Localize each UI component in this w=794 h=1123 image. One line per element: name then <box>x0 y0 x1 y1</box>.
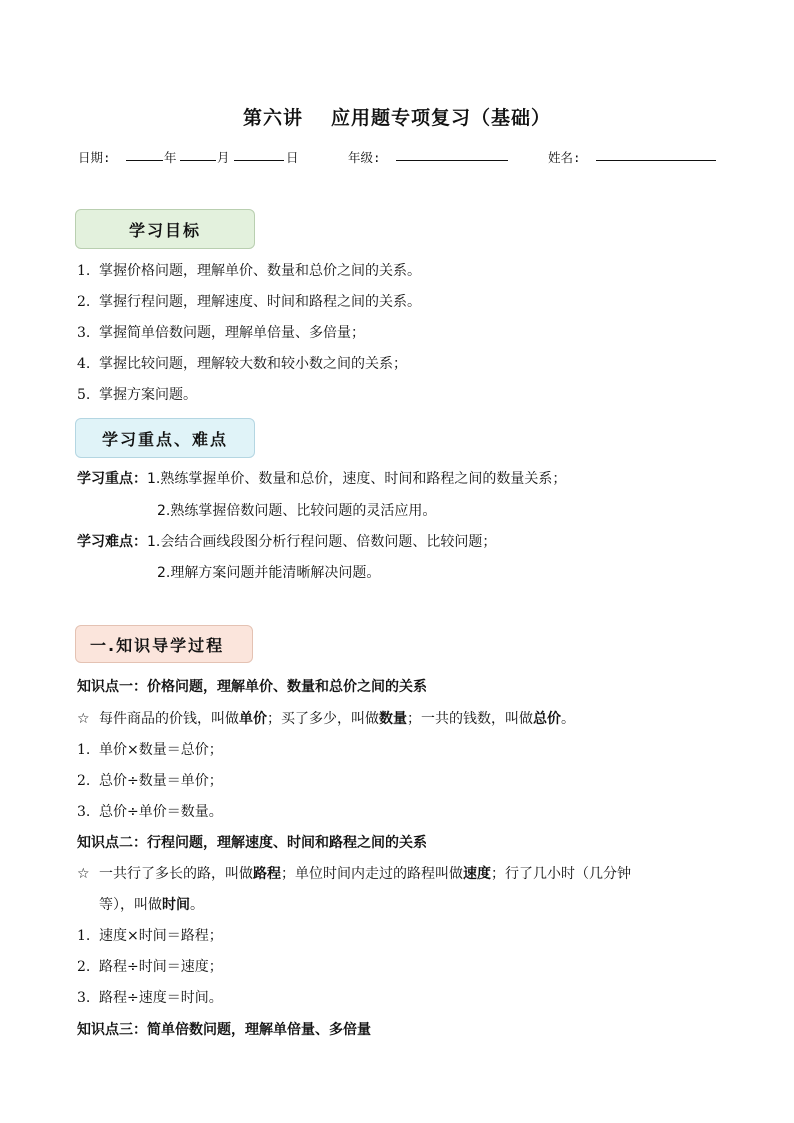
formula-item: 1. 速度×时间＝路程； <box>77 928 223 944</box>
term-highlight: 总价 <box>533 711 561 727</box>
term-highlight: 数量 <box>379 711 407 727</box>
term-highlight: 路程 <box>253 866 281 882</box>
point1-description <box>77 709 575 729</box>
grade-blank[interactable] <box>396 148 508 161</box>
lecture-number: 第六讲 <box>242 107 303 129</box>
goals-heading: 学习目标 <box>75 209 255 249</box>
formula-item: 3. 总价÷单价＝数量。 <box>77 804 223 820</box>
month-blank[interactable] <box>180 148 216 161</box>
key-point-item: 2.熟练掌握倍数问题、比较问题的灵活应用。 <box>157 503 437 519</box>
knowledge-heading: 一.知识导学过程 <box>75 625 253 663</box>
key-points-row <box>77 469 566 489</box>
point2-description-cont <box>77 895 204 915</box>
goal-item: 4. 掌握比较问题，理解较大数和较小数之间的关系； <box>77 356 407 372</box>
description-text: ；行了几小时（几分钟 <box>491 866 631 882</box>
goal-item: 3. 掌握简单倍数问题，理解单倍量、多倍量； <box>77 325 365 341</box>
formula-item: 1. 单价×数量＝总价； <box>77 742 223 758</box>
page-title <box>0 103 794 130</box>
goal-item: 1. 掌握价格问题，理解单价、数量和总价之间的关系。 <box>77 263 421 279</box>
point1-title: 知识点一：价格问题，理解单价、数量和总价之间的关系 <box>77 679 427 695</box>
star-icon: ☆ <box>77 711 90 727</box>
difficult-point-item: 1.会结合画线段图分析行程问题、倍数问题、比较问题； <box>147 534 497 550</box>
term-highlight: 时间 <box>162 897 190 913</box>
formula-item: 3. 路程÷速度＝时间。 <box>77 990 223 1006</box>
difficult-points-label: 学习难点： <box>77 534 147 550</box>
difficult-points-row <box>77 532 496 552</box>
day-blank[interactable] <box>234 148 284 161</box>
focus-heading: 学习重点、难点 <box>75 418 255 458</box>
key-point-item: 1.熟练掌握单价、数量和总价，速度、时间和路程之间的数量关系； <box>147 471 567 487</box>
lecture-topic: 应用题专项复习（基础） <box>331 107 552 129</box>
description-text: ；买了多少，叫做 <box>267 711 379 727</box>
description-text: ；单位时间内走过的路程叫做 <box>281 866 463 882</box>
year-label: 年 <box>164 150 177 165</box>
key-points-label: 学习重点： <box>77 471 147 487</box>
description-text: 。 <box>190 897 204 913</box>
date-label: 日期: <box>78 150 111 165</box>
name-blank[interactable] <box>596 148 716 161</box>
point2-description <box>77 864 631 884</box>
difficult-point-item: 2.理解方案问题并能清晰解决问题。 <box>157 565 381 581</box>
description-text: 等），叫做 <box>99 897 162 913</box>
description-text: 一共行了多长的路，叫做 <box>99 866 253 882</box>
term-highlight: 单价 <box>239 711 267 727</box>
grade-label: 年级: <box>348 150 381 165</box>
formula-item: 2. 路程÷时间＝速度； <box>77 959 223 975</box>
day-label: 日 <box>286 150 299 165</box>
formula-item: 2. 总价÷数量＝单价； <box>77 773 223 789</box>
month-label: 月 <box>217 150 230 165</box>
point2-title: 知识点二：行程问题，理解速度、时间和路程之间的关系 <box>77 835 427 851</box>
description-text: 。 <box>561 711 575 727</box>
name-label: 姓名: <box>548 150 581 165</box>
description-text: ；一共的钱数，叫做 <box>407 711 533 727</box>
goal-item: 2. 掌握行程问题，理解速度、时间和路程之间的关系。 <box>77 294 421 310</box>
description-text: 每件商品的价钱，叫做 <box>99 711 239 727</box>
star-icon: ☆ <box>77 866 90 882</box>
point3-title: 知识点三：简单倍数问题，理解单倍量、多倍量 <box>77 1022 371 1038</box>
term-highlight: 速度 <box>463 866 491 882</box>
goal-item: 5. 掌握方案问题。 <box>77 387 197 403</box>
year-blank[interactable] <box>126 148 163 161</box>
